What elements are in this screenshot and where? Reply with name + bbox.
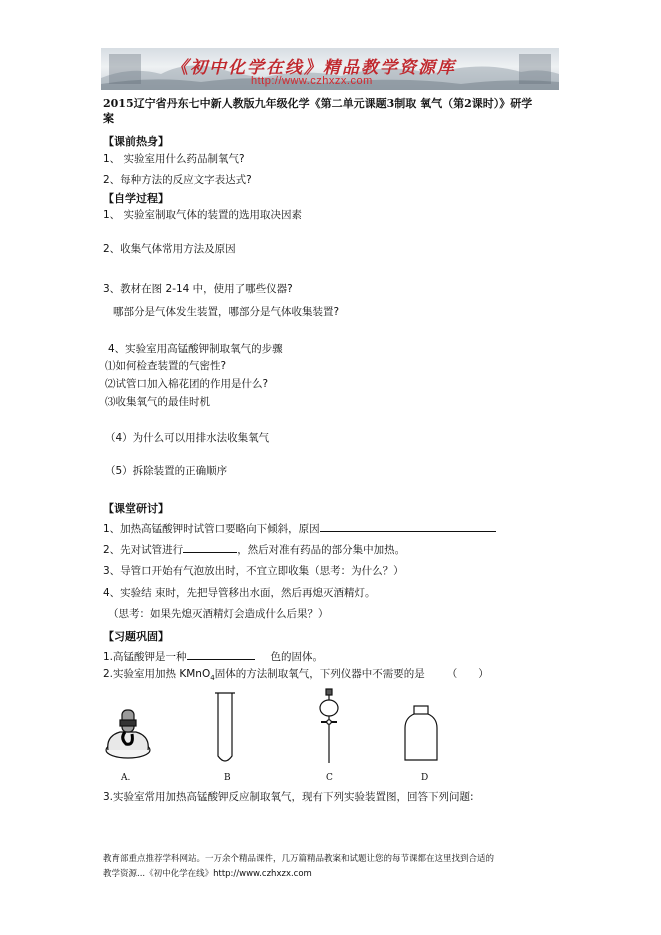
footer-line-1: 教育部重点推荐学科网站。一万余个精品课件，几万篇精品教案和试题让您的每节课都在这里找到合适的 [103,854,495,864]
practice-question-1 [103,648,323,664]
header-banner [101,48,559,90]
selfstudy-question-4c: ⑶收集氧气的最佳时机 [105,396,210,408]
test-tube-figure [215,693,235,761]
practice-question-1-text-b: 色的固体。 [270,651,324,663]
section-heading-selfstudy: 【自学过程】 [103,192,169,205]
banner-title: 《初中化学在线》精品教学资源库 [171,58,456,78]
option-label-c: C [326,773,333,783]
classroom-line-4: 4、实验结 束时，先把导管移出水面，然后再熄灭酒精灯。 [103,587,376,599]
selfstudy-question-4b: ⑵试管口加入棉花团的作用是什么? [105,378,269,390]
practice-question-1-text-a: 1.高锰酸钾是一种 [103,651,187,663]
doc-title-cont: 案 [103,112,114,125]
section-heading-classroom: 【课堂研讨】 [103,502,169,515]
gas-bottle-figure [405,706,437,760]
selfstudy-question-1: 1、 实验室制取气体的装置的选用取决因素 [103,209,303,221]
answer-blank-reason[interactable] [320,520,496,532]
selfstudy-question-4e: （5）拆除装置的正确顺序 [105,465,228,477]
selfstudy-question-4d: （4）为什么可以用排水法收集氧气 [105,432,270,444]
apparatus-figures [98,688,448,783]
classroom-line-5: （思考：如果先熄灭酒精灯会造成什么后果？） [108,608,329,620]
section-heading-warmup: 【课前热身】 [103,135,169,148]
banner-url[interactable]: http://www.czhxzx.com [251,75,373,87]
classroom-line-2-text-a: 2、先对试管进行 [103,544,184,556]
practice-question-2 [103,666,489,682]
selfstudy-question-2: 2、收集气体常用方法及原因 [103,243,236,255]
warmup-question-2: 2、每种方法的反应文字表达式? [103,174,252,186]
selfstudy-question-3b: 哪部分是气体发生装置，哪部分是气体收集装置? [113,306,340,318]
practice-question-2-text-b: 固体的方法制取氧气，下列仪器中不需要的是 [214,668,425,680]
classroom-line-2-text-b: ，然后对准有药品的部分集中加热。 [237,544,406,556]
practice-question-2-text-a: 2.实验室用加热 KMnO [103,668,211,680]
answer-blank-preheat[interactable] [183,541,237,553]
warmup-question-1: 1、 实验室用什么药品制氧气? [103,153,245,165]
selfstudy-question-3: 3、教材在图 2-14 中，使用了哪些仪器? [103,283,293,295]
classroom-line-3: 3、导管口开始有气泡放出时，不宜立即收集（思考：为什么？） [103,565,404,577]
selfstudy-question-4a: ⑴如何检查装置的气密性? [105,360,227,372]
answer-blank-color[interactable] [187,648,255,660]
option-label-d: D [421,773,429,783]
doc-title: 2015辽宁省丹东七中新人教版九年级化学《第二单元课题3制取 氧气（第2课时）》研学 [103,97,533,110]
practice-question-3: 3.实验室常用加热高锰酸钾反应制取氧气，现有下列实验装置图，回答下列问题: [103,791,474,803]
footer-note [103,852,603,882]
classroom-line-2 [103,541,405,557]
subscript-4: 4 [210,674,215,683]
option-label-b: B [224,773,231,783]
selfstudy-question-4: 4、实验室用高锰酸钾制取氧气的步骤 [108,343,283,355]
answer-paren: （ ） [446,668,489,680]
footer-line-2[interactable]: 教学资源...《初中化学在线》http://www.czhxzx.com [103,869,312,879]
classroom-line-1 [103,520,496,536]
funnel-figure [320,689,338,763]
section-heading-practice: 【习题巩固】 [103,630,169,643]
classroom-line-1-text: 1、加热高锰酸钾时试管口要略向下倾斜，原因 [103,523,320,535]
alcohol-lamp-figure [106,710,150,758]
option-label-a: A. [121,773,131,783]
